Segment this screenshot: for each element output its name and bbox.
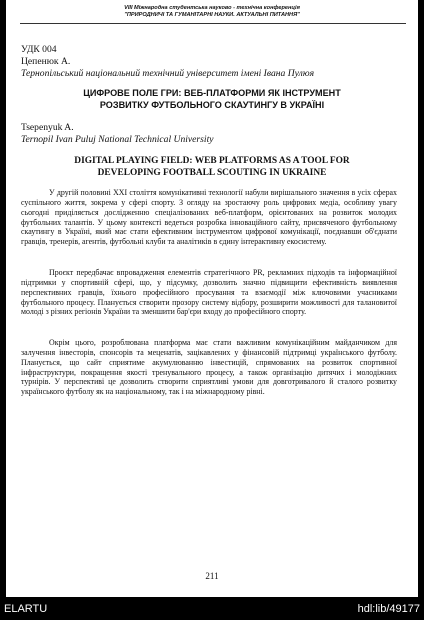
title-en-line2: DEVELOPING FOOTBALL SCOUTING IN UKRAINE	[97, 167, 327, 178]
body-paragraph-2: Проєкт передбачає впровадження елементів стратегічного PR, рекламних підходів та інформаційної підтримки у спортивній сфері, що, у підсумку, дозволить значно підвищити ефективність виявлення перспективних гравців, їхнього професійного просування та взаємодії між ключовими учасниками футбольного процесу. Планується створити прозору систему відбору, розширити можливості для талановитої молоді з різних регіонів України та зменшити бар'єри входу до професійного спорту.	[21, 268, 397, 317]
title-ua	[28, 88, 396, 111]
affiliation-ua: Тернопільський національний технічний університет імені Івана Пулюя	[21, 68, 315, 79]
paper-page	[6, 0, 418, 597]
repository-name: ELARTU	[4, 603, 48, 615]
author-en: Tsepenyuk A.	[21, 122, 74, 133]
handle-id: hdl:lib/49177	[357, 603, 420, 615]
title-ua-line1: ЦИФРОВЕ ПОЛЕ ГРИ: ВЕБ-ПЛАТФОРМИ ЯК ІНСТРУМЕНТ	[83, 88, 341, 98]
conference-header	[6, 5, 418, 19]
affiliation-en: Ternopil Ivan Puluj National Technical University	[21, 134, 214, 145]
page-number: 211	[205, 571, 219, 581]
conference-header-line2: "ПРИРОДНИЧІ ТА ГУМАНІТАРНІ НАУКИ. АКТУАЛЬНІ ПИТАННЯ"	[124, 11, 300, 18]
body-paragraph-3: Окрім цього, розроблювана платформа має стати важливим комунікаційним майданчиком для залучення інвесторів, спонсорів та меценатів, зацікавлених у фінансовій підтримці українського футболу. Планується, що сайт сприятиме акумулюванню інвестицій, спрямованих на розвиток спортивної інфраструктури, покращення якості тренувального процесу, а також організацію дитячих і молодіжних турнірів. У перспективі це дозволить створити сприятливі умови для довготривалого й сталого розвитку українського футболу як на національному, так і на міжнародному рівні.	[21, 338, 397, 397]
body-paragraph-1: У другій половині XXI століття комунікативні технології набули вирішального значення в усіх сферах суспільного життя, зокрема у сфері спорту. З огляду на зростаючу роль цифрових медіа, особливу увагу сьогодні приділяється дослідженню спеціалізованих веб-платформ, орієнтованих на розвиток молодих футбольних талантів. У цьому контексті ведеться розробка інноваційного сайту, присвяченого футбольному скаутингу в Україні, який має стати ефективним інструментом цифрової комунікації, поєднавши об'єднати гравців, тренерів, агентів, футбольні клуби та аналітиків в єдину інтерактивну екосистему.	[21, 188, 397, 247]
header-rule	[20, 23, 406, 24]
title-ua-line2: РОЗВИТКУ ФУТБОЛЬНОГО СКАУТИНГУ В УКРАЇНІ	[99, 99, 325, 110]
conference-header-line1: VIII Міжнародна студентська науково - технічна конференція	[124, 5, 300, 11]
author-ua: Цепенюк А.	[21, 56, 71, 67]
title-en	[28, 156, 396, 180]
title-en-line1: DIGITAL PLAYING FIELD: WEB PLATFORMS AS A TOOL FOR	[74, 156, 350, 166]
udc-code: УДК 004	[21, 44, 57, 55]
